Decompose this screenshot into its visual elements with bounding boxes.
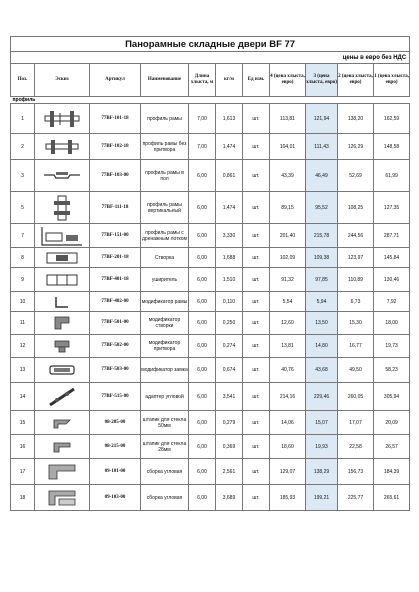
cell-length: 6,00 <box>189 248 216 268</box>
table-row <box>11 358 410 383</box>
cell-kg: 1,613 <box>216 104 243 134</box>
col-unit: Ед изм. <box>243 64 270 97</box>
profile-sketch-icon <box>35 248 90 268</box>
table-row <box>11 485 410 511</box>
cell-length: 6,00 <box>189 224 216 248</box>
cell-price1: 265,61 <box>374 485 410 511</box>
cell-article: 77BF-402-00 <box>90 292 141 312</box>
table-row <box>11 104 410 134</box>
cell-article: 77BF-101-18 <box>90 104 141 134</box>
cell-pos: 18 <box>11 485 35 511</box>
profile-sketch-icon <box>35 485 90 511</box>
price-sheet <box>10 36 409 511</box>
cell-price4: 102,09 <box>270 248 306 268</box>
cell-price2: 126,29 <box>338 134 374 160</box>
profile-sketch-icon <box>35 104 90 134</box>
cell-price2: 225,77 <box>338 485 374 511</box>
cell-kg: 0,274 <box>216 335 243 358</box>
table-body <box>11 104 410 511</box>
cell-price3: 13,50 <box>306 312 338 335</box>
cell-price2: 110,89 <box>338 268 374 292</box>
cell-name: профиль рамы вертикальный <box>141 192 189 224</box>
col-name: Наименование <box>141 64 189 97</box>
cell-length: 6,00 <box>189 383 216 411</box>
cell-name: штапик для стекла 50мм <box>141 411 189 435</box>
cell-price3: 138,29 <box>306 459 338 485</box>
cell-kg: 0,861 <box>216 160 243 192</box>
cell-price1: 162,59 <box>374 104 410 134</box>
cell-kg: 1,474 <box>216 192 243 224</box>
cell-price1: 18,00 <box>374 312 410 335</box>
cell-price4: 43,39 <box>270 160 306 192</box>
cell-unit: шт. <box>243 292 270 312</box>
cell-length: 7,00 <box>189 104 216 134</box>
cell-price4: 40,76 <box>270 358 306 383</box>
cell-pos: 14 <box>11 383 35 411</box>
cell-name: модификатор створки <box>141 312 189 335</box>
cell-price4: 13,81 <box>270 335 306 358</box>
cell-price2: 22,58 <box>338 435 374 459</box>
cell-pos: 10 <box>11 292 35 312</box>
cell-price2: 6,73 <box>338 292 374 312</box>
cell-name: штапик для стекла 28мм <box>141 435 189 459</box>
cell-price4: 104,01 <box>270 134 306 160</box>
cell-price1: 148,58 <box>374 134 410 160</box>
table-row <box>11 248 410 268</box>
profile-sketch-icon <box>35 312 90 335</box>
cell-price3: 97,85 <box>306 268 338 292</box>
cell-pos: 11 <box>11 312 35 335</box>
cell-unit: шт. <box>243 358 270 383</box>
cell-unit: шт. <box>243 104 270 134</box>
cell-price2: 123,97 <box>338 248 374 268</box>
cell-pos: 1 <box>11 104 35 134</box>
cell-kg: 1,688 <box>216 248 243 268</box>
cell-price4: 12,60 <box>270 312 306 335</box>
cell-price3: 14,80 <box>306 335 338 358</box>
profile-sketch-icon <box>35 224 90 248</box>
cell-price3: 19,93 <box>306 435 338 459</box>
cell-price1: 305,94 <box>374 383 410 411</box>
cell-pos: 15 <box>11 411 35 435</box>
cell-price3: 43,68 <box>306 358 338 383</box>
cell-article: 09-101-00 <box>90 459 141 485</box>
cell-article: 77BF-503-00 <box>90 358 141 383</box>
cell-unit: шт. <box>243 248 270 268</box>
cell-price4: 89,15 <box>270 192 306 224</box>
cell-price2: 17,07 <box>338 411 374 435</box>
col-sketch: Эскиз <box>35 64 90 97</box>
cell-pos: 2 <box>11 134 35 160</box>
cell-unit: шт. <box>243 224 270 248</box>
cell-pos: 16 <box>11 435 35 459</box>
table-row <box>11 292 410 312</box>
cell-unit: шт. <box>243 383 270 411</box>
cell-price4: 129,07 <box>270 459 306 485</box>
table-row <box>11 411 410 435</box>
cell-article: 77BF-201-18 <box>90 248 141 268</box>
cell-price1: 58,23 <box>374 358 410 383</box>
cell-name: Створка <box>141 248 189 268</box>
cell-price2: 138,20 <box>338 104 374 134</box>
cell-price1: 7,92 <box>374 292 410 312</box>
cell-article: 08-205-00 <box>90 411 141 435</box>
cell-pos: 13 <box>11 358 35 383</box>
cell-name: модификатор замка <box>141 358 189 383</box>
cell-length: 6,00 <box>189 268 216 292</box>
cell-article: 77BF-401-18 <box>90 268 141 292</box>
page-title: Панорамные складные двери BF 77 <box>11 37 410 52</box>
cell-pos: 17 <box>11 459 35 485</box>
cell-price2: 49,50 <box>338 358 374 383</box>
cell-kg: 0,110 <box>216 292 243 312</box>
cell-price2: 15,30 <box>338 312 374 335</box>
cell-price3: 121,94 <box>306 104 338 134</box>
cell-price1: 184,39 <box>374 459 410 485</box>
cell-price4: 185,93 <box>270 485 306 511</box>
cell-kg: 0,674 <box>216 358 243 383</box>
cell-price3: 15,07 <box>306 411 338 435</box>
cell-length: 6,00 <box>189 358 216 383</box>
cell-price2: 108,25 <box>338 192 374 224</box>
table-row <box>11 435 410 459</box>
cell-price1: 61,99 <box>374 160 410 192</box>
cell-price3: 109,38 <box>306 248 338 268</box>
cell-price1: 145,84 <box>374 248 410 268</box>
cell-price2: 260,05 <box>338 383 374 411</box>
profile-sketch-icon <box>35 459 90 485</box>
cell-price1: 287,71 <box>374 224 410 248</box>
cell-article: 77BF-103-00 <box>90 160 141 192</box>
cell-name: профиль рамы <box>141 104 189 134</box>
cell-unit: шт. <box>243 459 270 485</box>
table-row <box>11 134 410 160</box>
cell-article: 77BF-502-00 <box>90 335 141 358</box>
cell-article: 77BF-111-18 <box>90 192 141 224</box>
cell-name: сборка угловая <box>141 485 189 511</box>
table-row <box>11 383 410 411</box>
cell-length: 6,00 <box>189 192 216 224</box>
cell-length: 6,00 <box>189 160 216 192</box>
cell-pos: 7 <box>11 224 35 248</box>
cell-price4: 214,16 <box>270 383 306 411</box>
table-row <box>11 268 410 292</box>
section-label: профиль <box>12 97 36 103</box>
cell-article: 77BF-151-00 <box>90 224 141 248</box>
profile-sketch-icon <box>35 192 90 224</box>
cell-price3: 111,43 <box>306 134 338 160</box>
cell-name: уширитель <box>141 268 189 292</box>
cell-kg: 0,250 <box>216 312 243 335</box>
cell-name: профиль рамы с дренажным лотком <box>141 224 189 248</box>
cell-price1: 20,09 <box>374 411 410 435</box>
cell-unit: шт. <box>243 335 270 358</box>
cell-length: 6,00 <box>189 485 216 511</box>
cell-price3: 215,78 <box>306 224 338 248</box>
cell-article: 77BF-515-00 <box>90 383 141 411</box>
col-kg: кг/м <box>216 64 243 97</box>
cell-article: 09-103-00 <box>90 485 141 511</box>
cell-name: профиль рамы в пол <box>141 160 189 192</box>
profile-sketch-icon <box>35 292 90 312</box>
col-article: Артикул <box>90 64 141 97</box>
cell-pos: 12 <box>11 335 35 358</box>
cell-article: 08-215-00 <box>90 435 141 459</box>
cell-name: модификатор рамы <box>141 292 189 312</box>
cell-price4: 5,54 <box>270 292 306 312</box>
cell-unit: шт. <box>243 134 270 160</box>
cell-name: модификатор притвора <box>141 335 189 358</box>
price-table <box>10 36 410 511</box>
cell-pos: 5 <box>11 192 35 224</box>
cell-kg: 0,369 <box>216 435 243 459</box>
col-pos: Поз. <box>11 64 35 97</box>
cell-price4: 18,60 <box>270 435 306 459</box>
cell-unit: шт. <box>243 312 270 335</box>
cell-price2: 156,73 <box>338 459 374 485</box>
profile-sketch-icon <box>35 335 90 358</box>
cell-unit: шт. <box>243 268 270 292</box>
cell-price3: 229,46 <box>306 383 338 411</box>
cell-price1: 127,35 <box>374 192 410 224</box>
cell-price3: 46,49 <box>306 160 338 192</box>
cell-kg: 2,561 <box>216 459 243 485</box>
cell-length: 6,00 <box>189 459 216 485</box>
table-row <box>11 224 410 248</box>
cell-price1: 19,73 <box>374 335 410 358</box>
cell-price3: 199,21 <box>306 485 338 511</box>
cell-price3: 5,94 <box>306 292 338 312</box>
cell-pos: 8 <box>11 248 35 268</box>
profile-sketch-icon <box>35 383 90 411</box>
table-row <box>11 335 410 358</box>
cell-name: адаптер угловой <box>141 383 189 411</box>
cell-name: профиль рамы без притвора <box>141 134 189 160</box>
col-price3: 3 (цена хлыста, евро) <box>306 64 338 97</box>
cell-unit: шт. <box>243 485 270 511</box>
cell-price4: 201,40 <box>270 224 306 248</box>
profile-sketch-icon <box>35 435 90 459</box>
cell-price4: 14,06 <box>270 411 306 435</box>
cell-length: 7,00 <box>189 134 216 160</box>
cell-kg: 0,279 <box>216 411 243 435</box>
cell-length: 6,00 <box>189 292 216 312</box>
cell-price4: 113,81 <box>270 104 306 134</box>
table-row <box>11 459 410 485</box>
cell-kg: 3,330 <box>216 224 243 248</box>
cell-price1: 26,57 <box>374 435 410 459</box>
cell-price2: 244,56 <box>338 224 374 248</box>
col-price2: 2 (цена хлыста, евро) <box>338 64 374 97</box>
cell-length: 6,00 <box>189 411 216 435</box>
cell-kg: 1,474 <box>216 134 243 160</box>
cell-kg: 3,689 <box>216 485 243 511</box>
cell-unit: шт. <box>243 411 270 435</box>
cell-pos: 9 <box>11 268 35 292</box>
profile-sketch-icon <box>35 411 90 435</box>
cell-price2: 16,77 <box>338 335 374 358</box>
cell-price2: 52,69 <box>338 160 374 192</box>
cell-kg: 3,541 <box>216 383 243 411</box>
profile-sketch-icon <box>35 134 90 160</box>
cell-price4: 91,32 <box>270 268 306 292</box>
cell-article: 77BF-102-18 <box>90 134 141 160</box>
table-row <box>11 312 410 335</box>
table-row <box>11 192 410 224</box>
col-price1: 1 (цена хлыста, евро) <box>374 64 410 97</box>
cell-article: 77BF-501-00 <box>90 312 141 335</box>
cell-unit: шт. <box>243 435 270 459</box>
cell-unit: шт. <box>243 192 270 224</box>
table-row <box>11 160 410 192</box>
table-header <box>11 64 410 97</box>
cell-name: сборка угловая <box>141 459 189 485</box>
profile-sketch-icon <box>35 160 90 192</box>
cell-length: 6,00 <box>189 335 216 358</box>
cell-pos: 3 <box>11 160 35 192</box>
cell-price3: 95,52 <box>306 192 338 224</box>
cell-unit: шт. <box>243 160 270 192</box>
col-length: Длина хлыста, м <box>189 64 216 97</box>
cell-price1: 130,46 <box>374 268 410 292</box>
profile-sketch-icon <box>35 268 90 292</box>
cell-kg: 1,510 <box>216 268 243 292</box>
col-price4: 4 (цена хлыста, евро) <box>270 64 306 97</box>
profile-sketch-icon <box>35 358 90 383</box>
cell-length: 6,00 <box>189 435 216 459</box>
cell-length: 6,00 <box>189 312 216 335</box>
price-note: цены в евро без НДС <box>11 52 410 64</box>
